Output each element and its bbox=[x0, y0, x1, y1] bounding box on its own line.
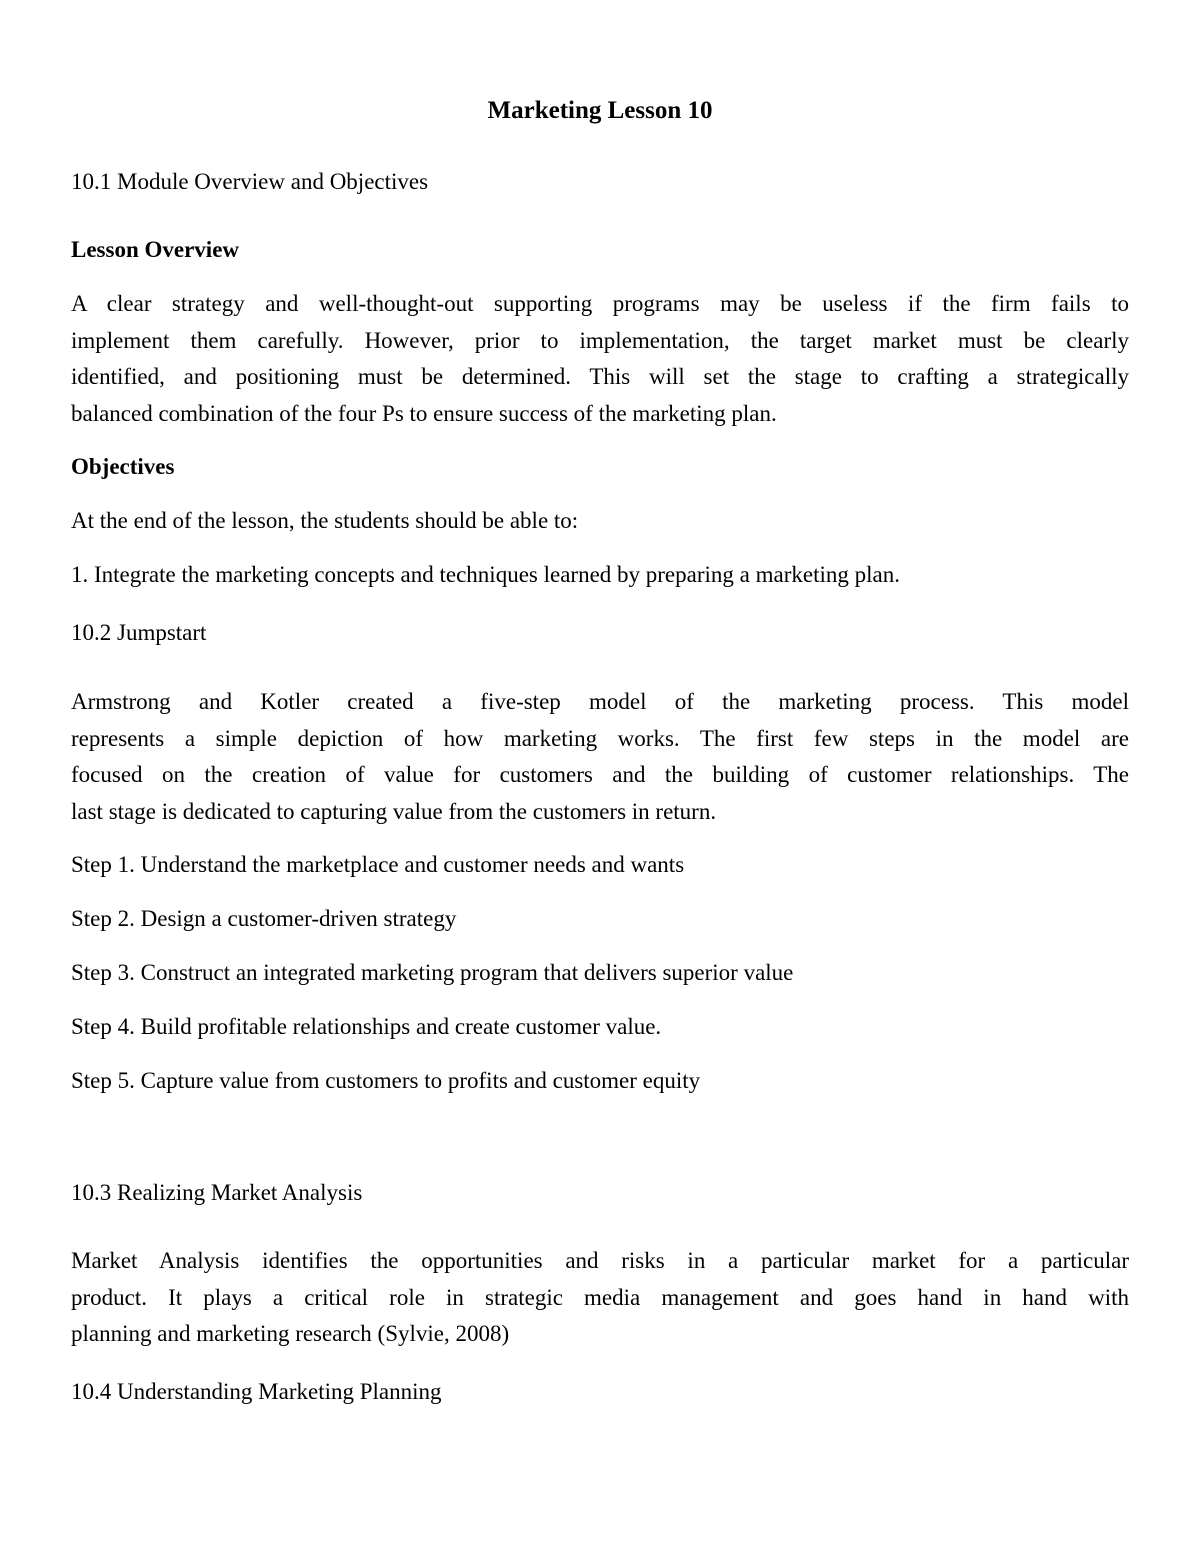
section-10-2-heading: 10.2 Jumpstart bbox=[71, 620, 207, 645]
paragraph-line: focused on the creation of value for customers and the building of customer relationships. The bbox=[71, 762, 1129, 787]
document-title: Marketing Lesson 10 bbox=[487, 97, 713, 124]
step-item-5: Step 5. Capture value from customers to profits and customer equity bbox=[71, 1068, 701, 1093]
objective-item-1: 1. Integrate the marketing concepts and techniques learned by preparing a marketing plan. bbox=[71, 562, 900, 587]
paragraph-line: identified, and positioning must be determined. This will set the stage to crafting a strategically bbox=[71, 364, 1129, 389]
objectives-heading: Objectives bbox=[71, 454, 175, 479]
paragraph-line: last stage is dedicated to capturing value from the customers in return. bbox=[71, 798, 717, 824]
document-page bbox=[71, 0, 1129, 1553]
paragraph-line: planning and marketing research (Sylvie, 2008) bbox=[71, 1321, 510, 1346]
paragraph-line: implement them carefully. However, prior to implementation, the target market must be clearly bbox=[71, 327, 1129, 353]
market-analysis-paragraph bbox=[71, 1243, 1129, 1353]
jumpstart-paragraph bbox=[71, 684, 1129, 830]
paragraph-line: product. It plays a critical role in strategic media management and goes hand in hand with bbox=[71, 1284, 1129, 1310]
objectives-intro: At the end of the lesson, the students should be able to: bbox=[71, 508, 579, 533]
lesson-overview-paragraph bbox=[71, 286, 1129, 432]
paragraph-line: A clear strategy and well-thought-out supporting programs may be useless if the firm fails to bbox=[71, 291, 1129, 316]
section-10-3-heading: 10.3 Realizing Market Analysis bbox=[71, 1180, 363, 1205]
paragraph-line: represents a simple depiction of how marketing works. The first few steps in the model are bbox=[71, 725, 1129, 751]
paragraph-line: Market Analysis identifies the opportunities and risks in a particular market for a particular bbox=[71, 1248, 1129, 1273]
lesson-overview-heading: Lesson Overview bbox=[71, 237, 240, 262]
paragraph-line: balanced combination of the four Ps to ensure success of the marketing plan. bbox=[71, 400, 777, 426]
paragraph-line: Armstrong and Kotler created a five-step model of the marketing process. This model bbox=[71, 689, 1129, 714]
step-item-3: Step 3. Construct an integrated marketing program that delivers superior value bbox=[71, 960, 794, 985]
step-item-4: Step 4. Build profitable relationships and create customer value. bbox=[71, 1014, 662, 1039]
step-item-2: Step 2. Design a customer-driven strategy bbox=[71, 906, 457, 931]
section-10-1-heading: 10.1 Module Overview and Objectives bbox=[71, 169, 429, 194]
step-item-1: Step 1. Understand the marketplace and customer needs and wants bbox=[71, 852, 685, 877]
section-10-4-heading: 10.4 Understanding Marketing Planning bbox=[71, 1379, 442, 1404]
